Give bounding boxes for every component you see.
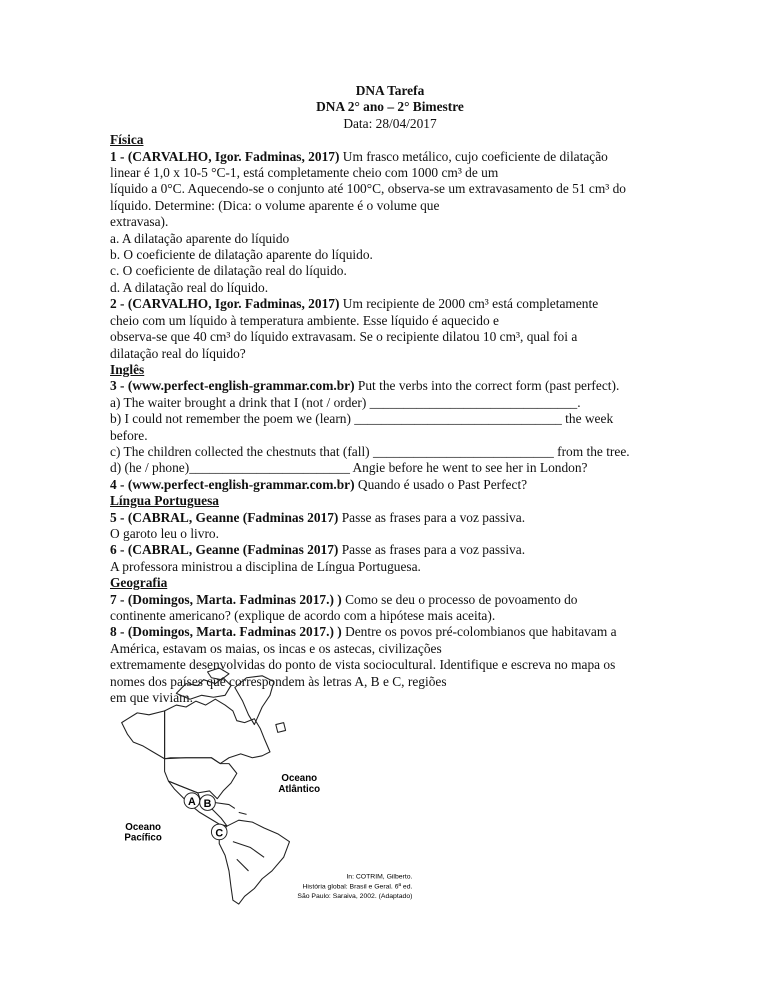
americas-map (108, 666, 430, 910)
q1-item-b: b. O coeficiente de dilatação aparente do líquido. (110, 247, 373, 263)
marker-c (211, 824, 227, 840)
q3-text: Put the verbs into the correct form (past perfect). (354, 378, 620, 394)
question-2 (110, 296, 670, 312)
q1-line: linear é 1,0 x 10-5 °C-1, está completamente cheio com 1000 cm³ de um (110, 165, 499, 181)
q3-item-d: d) (he / phone)________________________ Angie before he went to see her in London? (110, 460, 588, 476)
americas-map-figure (108, 666, 430, 910)
heading-ingles: Inglês (110, 361, 145, 377)
q5-source: 5 - (CABRAL, Geanne (Fadminas 2017) (110, 509, 339, 525)
ocean-atlantic-line2: Atlântico (278, 783, 321, 795)
question-5 (110, 510, 670, 526)
q3-item-b-cont: before. (110, 427, 148, 443)
q1-line: extravasa). (110, 214, 169, 230)
q1-text: Um frasco metálico, cujo coeficiente de dilatação (339, 148, 608, 164)
q3-item-a: a) The waiter brought a drink that I (not / order) _______________________________. (110, 394, 581, 410)
question-4 (110, 477, 670, 493)
doc-subtitle: DNA 2° ano – 2° Bimestre (316, 99, 464, 115)
heading-portugues: Língua Portuguesa (110, 493, 220, 509)
doc-title: DNA Tarefa (355, 83, 425, 98)
heading-fisica: Física (110, 132, 144, 148)
q1-line: líquido a 0°C. Aquecendo-se o conjunto até 100°C, observa-se um extravasamento de 51 cm³ do (110, 181, 627, 197)
heading-geografia: Geografia (110, 575, 168, 591)
marker-b-label: B (203, 798, 212, 811)
q3-source: 3 - (www.perfect-english-grammar.com.br) (110, 378, 355, 394)
q6-source: 6 - (CABRAL, Geanne (Fadminas 2017) (110, 542, 339, 558)
q2-line: observa-se que 40 cm³ do líquido extravasam. Se o recipiente dilatou 10 cm³, qual foi a (110, 329, 578, 345)
q8-line: em que viviam. (110, 690, 193, 706)
q1-item-d: d. A dilatação real do líquido. (110, 279, 269, 295)
map-credit-line3: São Paulo: Saraiva, 2002. (Adaptado) (297, 893, 413, 901)
question-1 (110, 149, 670, 165)
q5-sentence: O garoto leu o livro. (110, 525, 219, 541)
q1-line: líquido. Determine: (Dica: o volume aparente é o volume que (110, 197, 440, 213)
q2-text: Um recipiente de 2000 cm³ está completamente (339, 296, 599, 312)
south-america-outline (219, 820, 289, 904)
marker-c-label: C (215, 827, 224, 840)
q3-item-c: c) The children collected the chestnuts that (fall) ___________________________ from the tree. (110, 443, 630, 459)
question-6 (110, 542, 670, 558)
q6-text: Passe as frases para a voz passiva. (338, 542, 526, 558)
q7-line: continente americano? (explique de acordo com a hipótese mais aceita). (110, 608, 496, 623)
q8-line: nomes dos países que correspondem às letras A, B e C, regiões (110, 673, 447, 689)
q1-item-c: c. O coeficiente de dilatação real do líquido. (110, 263, 347, 279)
usa-outline (165, 758, 237, 799)
ocean-pacific-line1: Oceano (125, 821, 162, 833)
marker-a-label: A (188, 796, 196, 809)
arctic-islands (176, 678, 231, 699)
q1-source: 1 - (CARVALHO, Igor. Fadminas, 2017) (110, 148, 340, 164)
q1-item-a: a. A dilatação aparente do líquido (110, 230, 290, 246)
q7-source: 7 - (Domingos, Marta. Fadminas 2017.) ) (110, 591, 342, 607)
q2-source: 2 - (CARVALHO, Igor. Fadminas, 2017) (110, 296, 340, 312)
q5-text: Passe as frases para a voz passiva. (338, 509, 526, 525)
q8-line: América, estavam os maias, os incas e os astecas, civilizações (110, 640, 442, 656)
q3-item-b: b) I could not remember the poem we (learn) _______________________________ the week (110, 411, 614, 427)
q7-text: Como se deu o processo de povoamento do (341, 591, 578, 607)
ocean-atlantic-line1: Oceano (281, 773, 318, 785)
q8-text: Dentre os povos pré-colombianos que habitavam a (341, 624, 617, 640)
q8-line: extremamente desenvolvidas do ponto de vista sociocultural. Identifique e escreva no mapa os (110, 657, 616, 673)
q4-text: Quando é usado o Past Perfect? (354, 476, 528, 492)
map-credit-line1: In: COTRIM, Gilberto. (346, 873, 413, 881)
q6-sentence: A professora ministrou a disciplina de Língua Portuguesa. (110, 558, 421, 574)
q2-line: dilatação real do líquido? (110, 345, 246, 361)
ocean-pacific-line2: Pacífico (124, 832, 162, 844)
question-3 (110, 378, 670, 394)
q2-line: cheio com um líquido à temperatura ambiente. Esse líquido é aquecido e (110, 312, 499, 328)
doc-date: Data: 28/04/2017 (343, 115, 437, 131)
question-7 (110, 592, 670, 608)
alaska-outline (122, 711, 165, 759)
q4-source: 4 - (www.perfect-english-grammar.com.br) (110, 476, 355, 492)
marker-a (184, 793, 200, 809)
greenland-outline (235, 676, 274, 725)
document-page (110, 83, 670, 706)
q8-source: 8 - (Domingos, Marta. Fadminas 2017.) ) (110, 624, 342, 640)
question-8 (110, 624, 670, 640)
canada-outline (165, 699, 270, 763)
map-credit-line2: História global: Brasil e Geral. 6ª ed. (302, 883, 413, 891)
marker-b (200, 795, 216, 811)
